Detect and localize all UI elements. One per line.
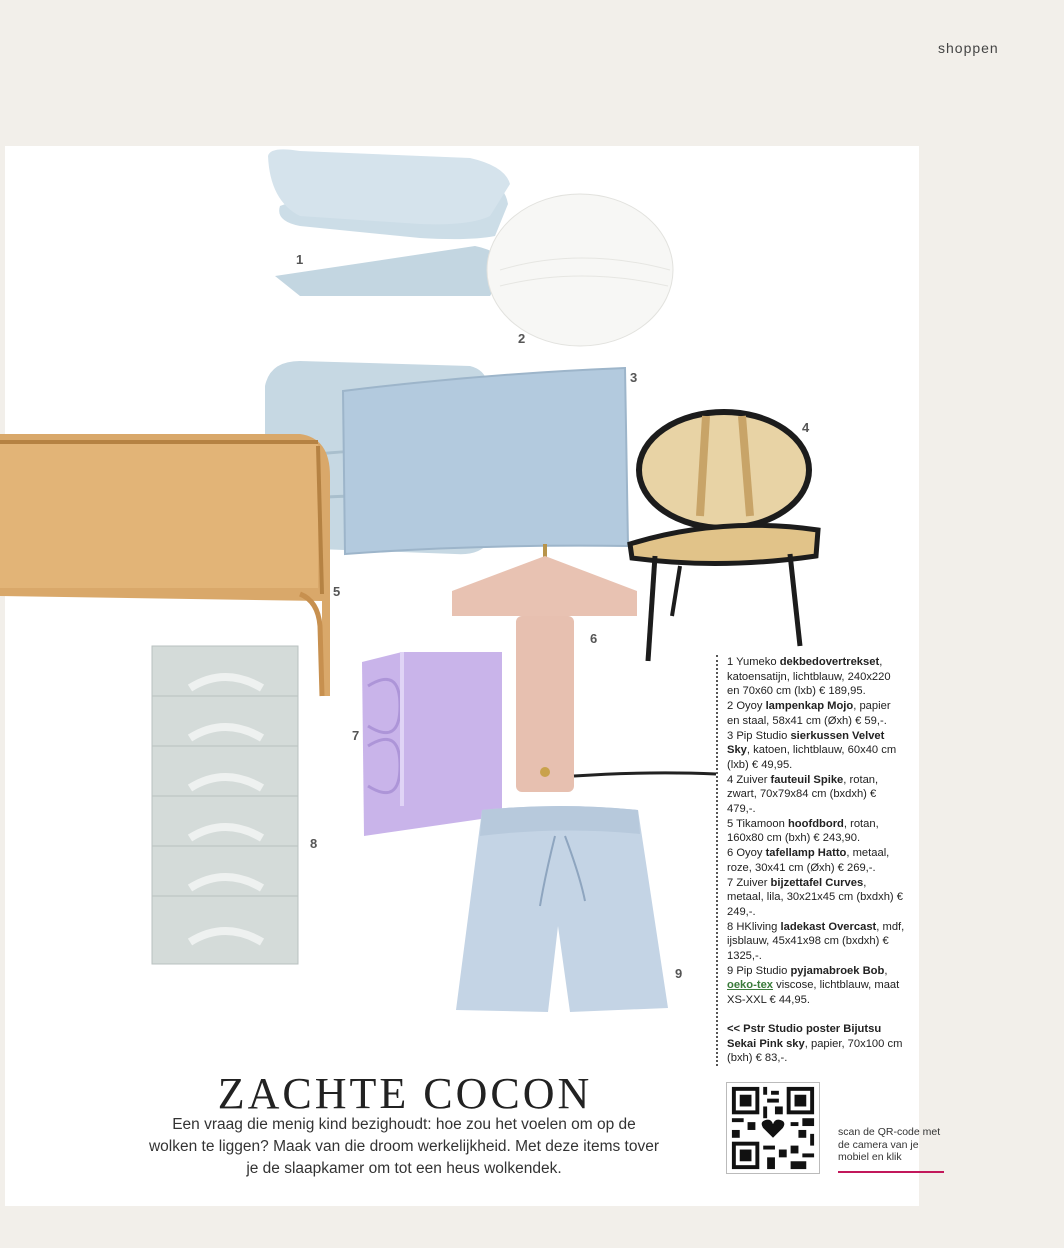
item-number-6: 6 <box>590 631 598 646</box>
paper-lampshade-image <box>487 194 673 346</box>
footer-band <box>5 1206 919 1248</box>
item-number-8: 8 <box>310 836 318 851</box>
product-list <box>716 655 906 1066</box>
oeko-tex-link[interactable]: oeko-tex <box>727 979 774 992</box>
cushion-image <box>343 368 628 554</box>
side-table-image <box>362 652 502 836</box>
list-item: 4 Zuiver fauteuil Spike, rotan, zwart, 70x79x84 cm (bxdxh) € 479,-. <box>727 773 879 816</box>
accent-underline <box>838 1171 944 1173</box>
armchair-image <box>630 412 818 661</box>
list-item: 3 Pip Studio sierkussen Velvet Sky, katoen, lichtblauw, 60x40 cm (lxb) € 49,95. <box>727 729 897 771</box>
item-number-4: 4 <box>802 420 810 435</box>
item-number-2: 2 <box>518 331 526 346</box>
poster-item: << Pstr Studio poster Bijutsu Sekai Pink sky, papier, 70x100 cm (bxh) € 83,-. <box>727 1022 903 1065</box>
item-number-7: 7 <box>352 728 360 743</box>
list-item: 7 Zuiver bijzettafel Curves, metaal, lila, 30x21x45 cm (bxdxh) € 249,-. <box>727 876 903 918</box>
pyjama-shorts-image <box>456 806 668 1012</box>
item-number-3: 3 <box>630 370 638 385</box>
item-number-5: 5 <box>333 584 341 599</box>
page-title: ZACHTE COCON <box>217 1069 593 1118</box>
item-number-9: 9 <box>675 966 683 981</box>
qr-code-icon <box>727 1083 819 1173</box>
intro-text: Een vraag die menig kind bezighoudt: hoe zou het voelen om op de wolken te liggen? Maak van die droom werkelijkheid. Met deze items tover je de slaapkamer om tot een heus wolkendek. <box>148 1116 660 1177</box>
item-number-1: 1 <box>296 252 304 267</box>
qr-code[interactable] <box>726 1082 820 1174</box>
list-item: 6 Oyoy tafellamp Hatto, metaal, roze, 30x41 cm (Øxh) € 269,-. <box>727 847 890 874</box>
list-item: 2 Oyoy lampenkap Mojo, papier en staal, 58x41 cm (Øxh) € 59,-. <box>727 700 891 727</box>
list-item: 5 Tikamoon hoofdbord, rotan, 160x80 cm (bxh) € 243,90. <box>727 817 879 845</box>
drawer-cabinet-image <box>152 646 298 964</box>
section-label: shoppen <box>938 40 999 56</box>
list-item: 9 Pip Studio pyjamabroek Bob, oeko-tex viscose, lichtblauw, maat XS-XXL € 44,95. <box>727 964 900 1007</box>
list-item: 8 HKliving ladekast Overcast, mdf, ijsblauw, 45x41x98 cm (bxdxh) € 1325,-. <box>727 920 905 963</box>
qr-instructions: scan de QR-code met de camera van je mobiel en klik <box>838 1126 941 1163</box>
list-item: 1 Yumeko dekbedovertrekset, katoensatijn, lichtblauw, 240x220 en 70x60 cm (lxb) € 189,95. <box>727 656 891 698</box>
